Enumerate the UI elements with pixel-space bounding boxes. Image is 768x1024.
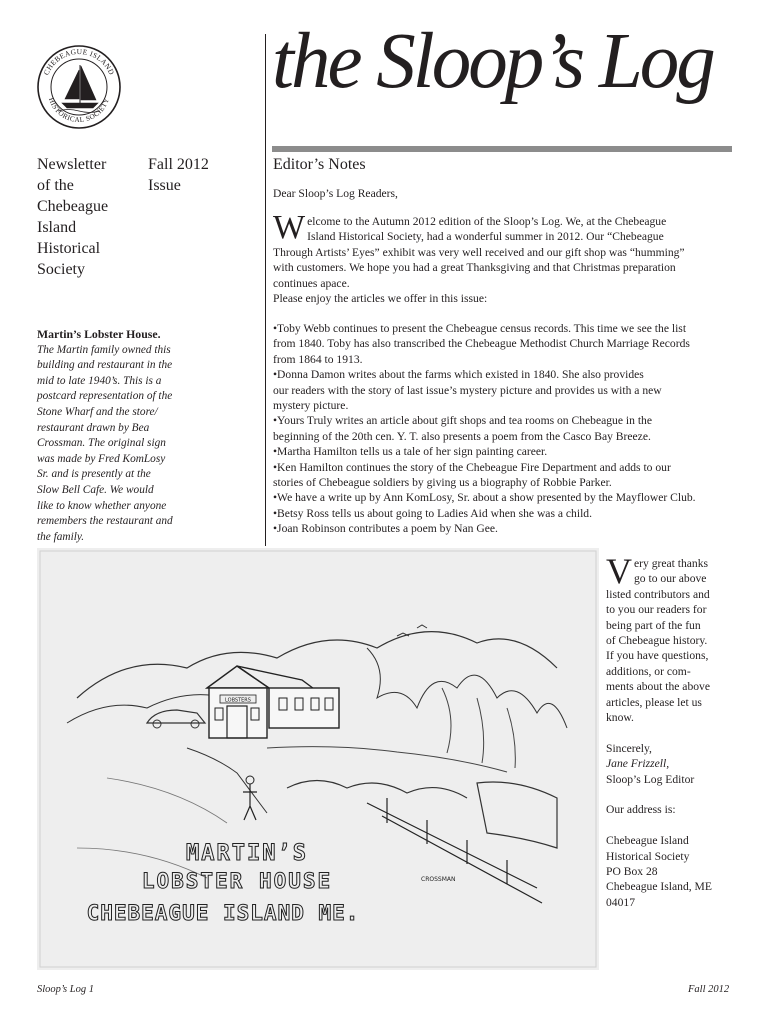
caption-line: building and restaurant in the [37,359,173,372]
caption-line: Stone Wharf and the store/ [37,405,158,418]
footer-issue-label: Fall 2012 [688,984,730,995]
article-line: •We have a write up by Ann KomLosy, Sr. about a show presented by the Mayflower Club. [273,491,696,505]
thanks-line: go to our above [634,572,707,586]
intro-line: Through Artists’ Eyes” exhibit was very well received and our gift shop was “humming” [273,245,685,259]
address-line: PO Box 28 [606,865,658,879]
thanks-line: know. [606,711,634,725]
article-line: •Martha Hamilton tells us a tale of her sign painting career. [273,445,548,459]
drop-cap: W [273,209,306,246]
society-logo [36,44,122,130]
issue-line: Issue [148,177,181,194]
thanks-line: to you our readers for [606,603,707,617]
caption-line: Crossman. The original sign [37,437,166,450]
editor-intro [273,209,733,306]
newsletter-line: Chebeague [37,198,109,215]
editor-name: Jane Frizzell, [606,757,670,771]
footer-page-label: Sloop’s Log 1 [37,984,94,995]
thanks-line: ments about the above [606,680,710,694]
sketch-sign-line: CHEBEAGUE ISLAND ME. [86,901,360,925]
intro-line: Island Historical Society, had a wonderful summer in 2012. Our “Chebeague [307,230,664,244]
article-line: stories of Chebeague soldiers by giving us a biography of Robbie Parker. [273,476,612,490]
caption-line: restaurant drawn by Bea [37,421,150,434]
address-line: Chebeague Island [606,834,689,848]
column-divider [265,34,266,546]
newsletter-line: Historical [37,240,101,257]
newsletter-line: Newsletter [37,156,107,173]
sign-off: Sincerely, [606,741,652,755]
address-line: Historical Society [606,849,690,863]
article-line: •Joan Robinson contributes a poem by Nan Gee. [273,522,498,536]
article-line: •Donna Damon writes about the farms which existed in 1840. She also provides [273,368,644,382]
article-line: •Yours Truly writes an article about gift shops and tea rooms on Chebeague in the [273,414,652,428]
newsletter-line: of the [37,177,74,194]
article-list [273,321,743,537]
caption-line: remembers the restaurant and [37,515,173,528]
sketch-sign-line: MARTIN’S [186,841,308,866]
thanks-column [606,551,736,910]
thanks-line: ery great thanks [634,557,709,570]
article-line: beginning of the 20th cen. Y. T. also presents a poem from the Casco Bay Breeze. [273,429,651,443]
intro-line: continues apace. [273,276,350,290]
thanks-line: being part of the fun [606,618,701,632]
newsletter-line: Society [37,261,85,278]
svg-text:HISTORICAL SOCIETY: HISTORICAL SOCIETY [46,96,112,125]
editors-notes-heading: Editor’s Notes [273,156,366,173]
caption-line: Slow Bell Cafe. We would [37,483,154,496]
thanks-line: of Chebeague history. [606,634,708,648]
sailboat-icon [58,65,100,113]
svg-text:CHEBEAGUE ISLAND: CHEBEAGUE ISLAND [41,46,117,77]
article-line: from 1840. Toby has also transcribed the Chebeague Methodist Church Marriage Records [273,337,690,351]
address-label: Our address is: [606,803,676,817]
thanks-line: additions, or com- [606,664,691,678]
salutation: Dear Sloop’s Log Readers, [273,187,398,200]
article-line: •Toby Webb continues to present the Chebeague census records. This time we see the list [273,322,687,335]
article-line: •Betsy Ross tells us about going to Ladies Aid when she was a child. [273,506,592,520]
article-line: from 1864 to 1913. [273,352,363,366]
newsletter-issue [148,154,258,196]
thanks-line: If you have questions, [606,649,709,663]
caption-line: postcard representation of the [37,390,173,403]
caption-line: mid to late 1940’s. This is a [37,374,162,387]
caption-line: was made by Fred KomLosy [37,452,166,465]
editor-role: Sloop’s Log Editor [606,772,695,786]
drop-cap: V [606,551,632,591]
article-line: •Ken Hamilton continues the story of the Chebeague Fire Department and adds to our [273,460,671,474]
article-line: our readers with the story of last issue’s mystery picture and provides us with a new [273,383,662,397]
thanks-line: articles, please let us [606,695,702,709]
caption-line: the family. [37,530,85,543]
photo-caption [37,327,247,545]
address-line: Chebeague Island, ME [606,880,712,894]
article-line: mystery picture. [273,399,349,413]
caption-line: Sr. and is presently at the [37,468,151,481]
house-sign: LOBSTERS [225,697,251,704]
intro-line: Please enjoy the articles we offer in this issue: [273,292,488,306]
lobster-house-sketch [37,548,599,970]
caption-title: Martin’s Lobster House. [37,327,161,341]
newsletter-line: Island [37,219,77,236]
masthead-title: the Sloop’s Log [272,18,713,105]
caption-line: like to know whether anyone [37,499,167,512]
thanks-line: listed contributors and [606,587,710,601]
address-line: 04017 [606,895,635,909]
caption-body [37,343,247,546]
masthead-rule [272,146,732,152]
intro-line: elcome to the Autumn 2012 edition of the Sloop’s Log. We, at the Chebeague [307,215,667,228]
caption-line: The Martin family owned this [37,343,171,356]
newsletter-org [37,154,137,280]
intro-line: with customers. We hope you had a great Thanksgiving and that Christmas preparation [273,261,676,275]
sketch-sign-line: LOBSTER HOUSE [141,869,333,893]
issue-line: Fall 2012 [148,156,209,173]
artist-signature: CROSSMAN [421,876,456,883]
